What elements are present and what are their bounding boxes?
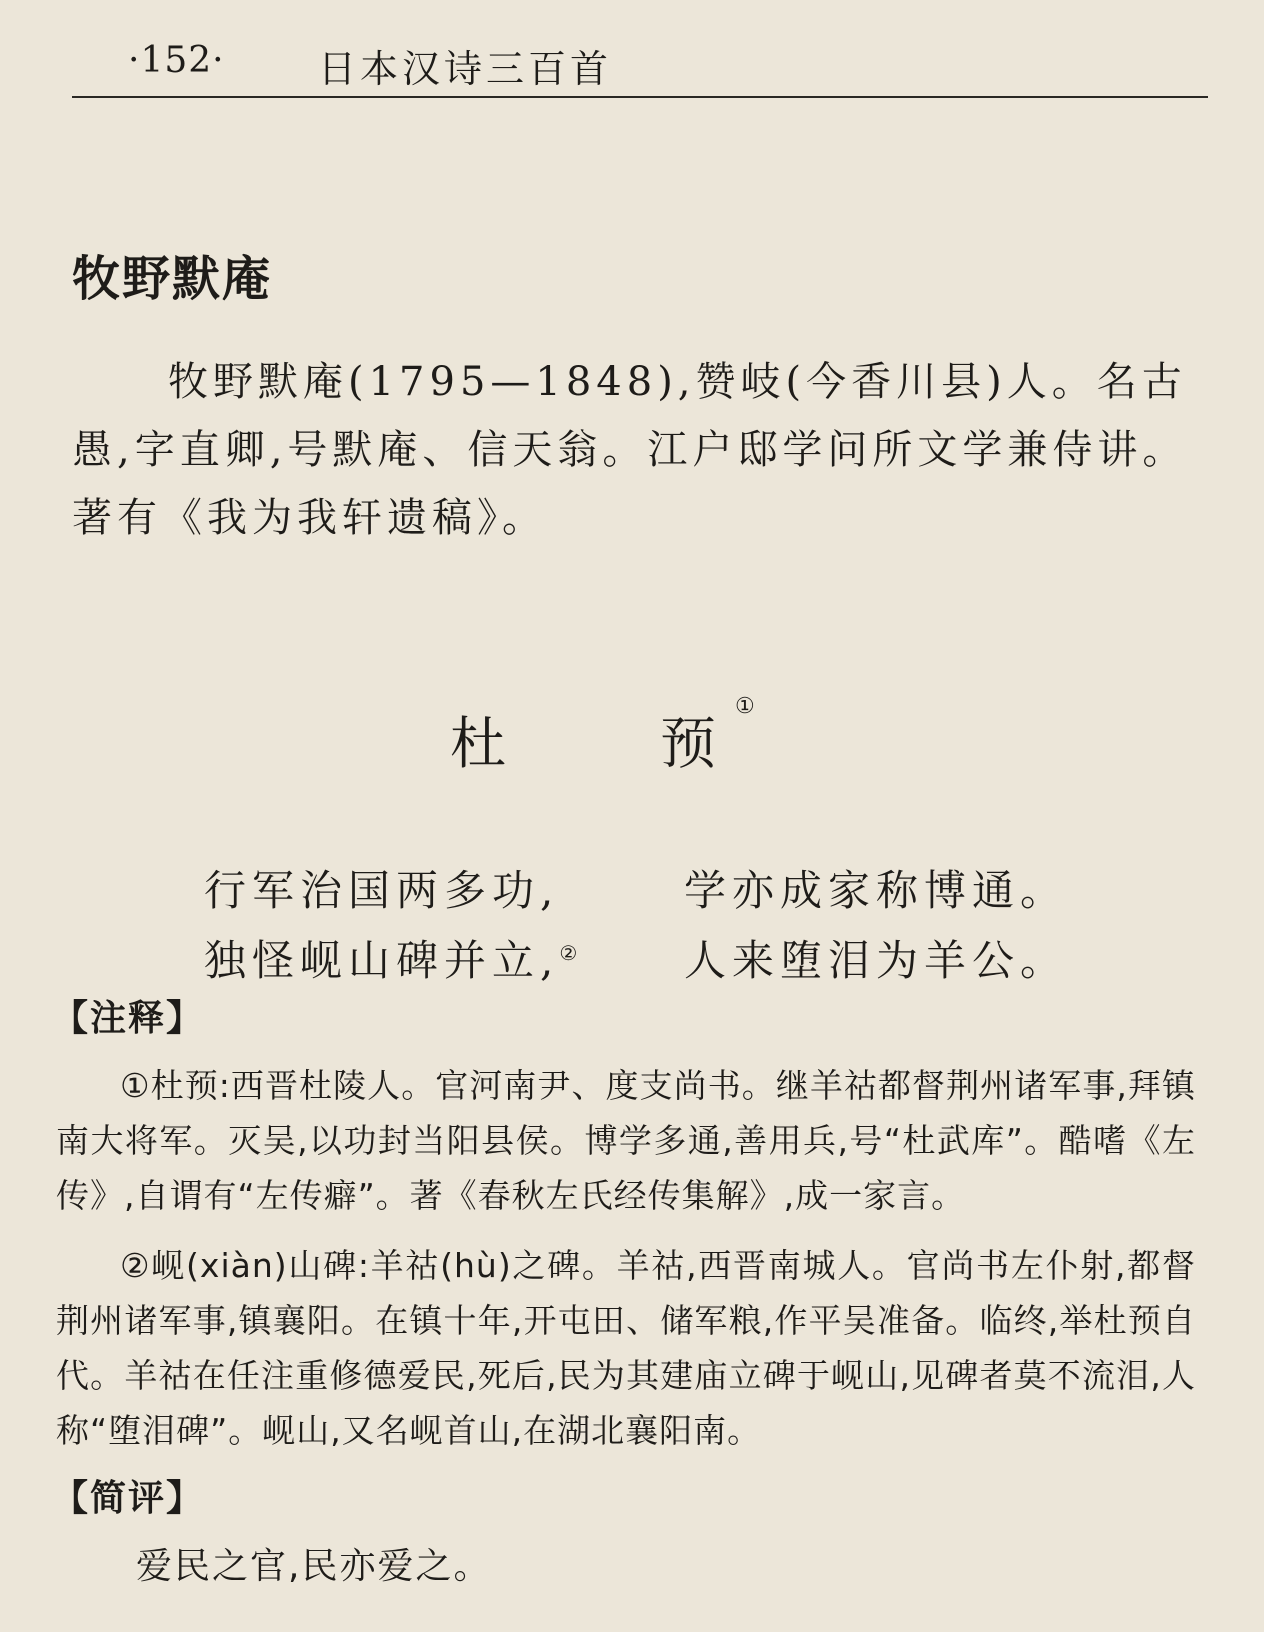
poem-line-text: 独怪岘山碑并立, [204,936,560,985]
poem-note-mark: ② [559,941,578,965]
comment-heading: 【简评】 [52,1478,205,1519]
comment-text: 爱民之官,民亦爱之。 [136,1546,492,1587]
poem-line-text: 学亦成家称博通。 [684,866,1069,915]
notes-heading: 【注释】 [52,998,205,1039]
poem-line-2-left [204,928,577,988]
note-item-1: ①杜预:西晋杜陵人。官河南尹、度支尚书。继羊祜都督荆州诸军事,拜镇南大将军。灭吴,以功封当阳县侯。博学多通,善用兵,号“杜武库”。酷嗜《左传》,自谓有“左传癖”。著《春秋左氏经传集解》,成一家言。 [56,1066,1196,1215]
poem-line-1-left [204,858,559,918]
author-name: 牧野默庵 [72,251,273,307]
page-header [72,30,1208,98]
author-bio: 牧野默庵(1795—1848),赞岐(今香川县)人。名古愚,字直卿,号默庵、信天翁。江户邸学问所文学兼侍讲。著有《我为我轩遗稿》。 [72,359,1188,541]
page-number: ·152· [128,40,225,81]
book-title: 日本汉诗三百首 [318,47,613,91]
poem-line-text: 行军治国两多功, [204,866,560,915]
note-item-2: ②岘(xiàn)山碑:羊祜(hù)之碑。羊祜,西晋南城人。官尚书左仆射,都督荆州诸军事,镇襄阳。在镇十年,开屯田、储军粮,作平吴准备。临终,举杜预自代。羊祜在任注重修德爱民,死后,民为其建庙立碑于岘山,见碑者莫不流泪,人称“堕泪碑”。岘山,又名岘首山,在湖北襄阳南。 [56,1246,1196,1450]
poem-line-1-right [684,858,1068,918]
poem-title-note-mark: ① [735,694,755,719]
poem-line-text: 人来堕泪为羊公。 [684,936,1069,985]
poem-title-char-2: 预 [660,712,716,777]
poem-title-char-1: 杜 [450,712,506,777]
poem-line-2-right [684,928,1068,988]
